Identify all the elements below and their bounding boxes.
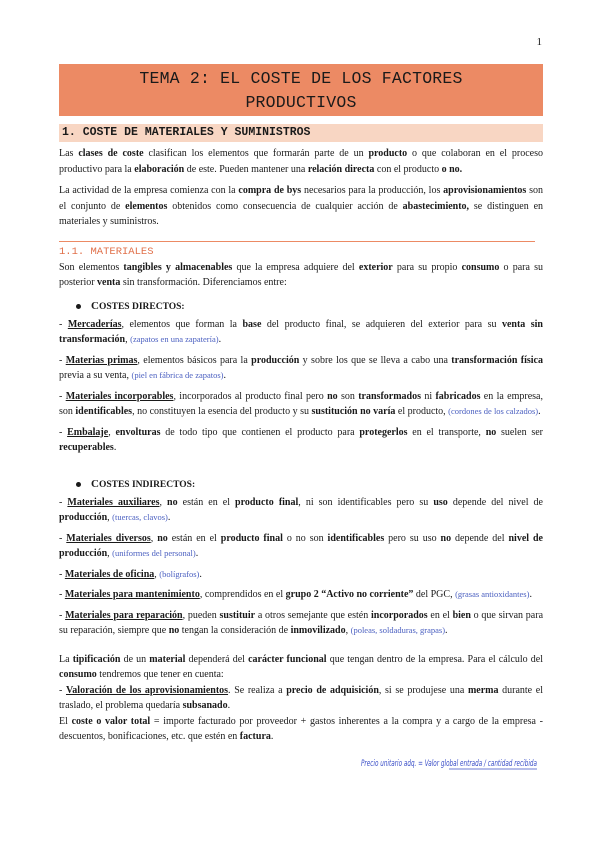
- text-run: .: [195, 548, 199, 559]
- text-run: , si se produjese una: [378, 684, 468, 696]
- document-body: [59, 146, 543, 745]
- paragraph: [59, 183, 543, 230]
- text-run: de todo tipo que contienen el producto para: [160, 426, 360, 438]
- text-run: tengan la consideración de: [179, 625, 291, 636]
- text-run: sustituir: [219, 609, 256, 621]
- text-run: , pueden: [182, 609, 220, 621]
- text-run: Las: [59, 148, 79, 159]
- text-run: incorporados: [370, 609, 428, 621]
- text-run: , elementos básicos para la: [137, 354, 252, 366]
- text-run: durante el traslado, el problema quedaría: [59, 684, 543, 711]
- text-run: o que sirvan para su reparación, siempre que: [59, 609, 544, 636]
- text-run: envolturas: [115, 426, 161, 438]
- list-item: [59, 531, 543, 562]
- text-run: elaboración: [134, 163, 185, 175]
- text-run: protegerlos: [359, 426, 408, 438]
- text-run: para su propio: [392, 261, 462, 273]
- text-run: factura: [239, 731, 271, 742]
- text-run: de este. Pueden mantener una: [184, 163, 308, 175]
- text-run: precio de adquisición: [286, 684, 379, 696]
- text-run: -: [59, 684, 66, 696]
- text-run: con el producto: [374, 163, 442, 175]
- text-run: ,: [125, 334, 131, 345]
- text-run: son: [337, 390, 359, 402]
- text-run: subsanado: [182, 700, 228, 711]
- text-run: La: [59, 653, 73, 665]
- text-run: o no son: [282, 532, 328, 544]
- text-run: del PGC,: [413, 589, 456, 600]
- text-run: elementos: [125, 200, 168, 212]
- list-item: [59, 425, 543, 456]
- text-run: carácter funcional: [248, 653, 327, 665]
- text-run: clases de coste: [78, 148, 144, 159]
- example-note: (zapatos en una zapatería): [130, 334, 219, 344]
- text-run: o para su posterior: [59, 261, 543, 288]
- text-run: ,: [154, 568, 160, 580]
- paragraph: [59, 652, 543, 683]
- text-run: previa a su venta,: [59, 370, 132, 381]
- list-item: [59, 495, 543, 526]
- text-run: exterior: [358, 261, 393, 273]
- text-run: producción: [59, 512, 108, 523]
- text-run: base: [242, 318, 262, 330]
- example-note: (cordones de los calzados): [448, 406, 539, 416]
- text-run: identificables: [327, 532, 385, 544]
- indirect-costs-list: [59, 495, 543, 639]
- text-run: Materiales para reparación: [65, 609, 183, 621]
- list-item: [59, 389, 543, 420]
- handwritten-note: [361, 752, 539, 778]
- text-run: -: [59, 609, 66, 621]
- text-run: .: [538, 406, 541, 417]
- text-run: Materias primas: [65, 354, 138, 366]
- text-run: ,: [159, 496, 168, 508]
- text-run: .: [218, 334, 222, 345]
- text-run: en la empresa, son: [59, 390, 543, 417]
- text-run: el producto,: [395, 406, 449, 417]
- paragraph: [59, 714, 543, 745]
- handwritten-note-text: Precio unitario adq. = Valor global entrada / cantidad recibida: [361, 759, 537, 769]
- text-run: a otros semejante que estén: [255, 609, 371, 621]
- text-run: Materiales de oficina: [64, 568, 155, 580]
- text-run: ,: [107, 548, 113, 559]
- text-run: son el conjunto de: [59, 185, 543, 212]
- text-run: Materiales para mantenimiento: [64, 589, 200, 600]
- text-run: , comprendidos en el: [199, 589, 286, 600]
- text-run: tendremos que tener en cuenta:: [96, 669, 224, 680]
- text-run: .: [199, 568, 202, 580]
- text-run: están en el: [177, 496, 236, 508]
- text-run: en el: [427, 609, 453, 621]
- text-run: en el transporte,: [407, 426, 486, 438]
- text-run: identificables: [75, 406, 133, 417]
- text-run: , no constituyen la esencia del producto y su: [132, 406, 312, 417]
- text-run: están en el: [167, 532, 221, 544]
- text-run: recuperables: [59, 442, 114, 453]
- text-run: ,: [345, 625, 351, 636]
- text-run: sustitución no varía: [311, 406, 396, 417]
- text-run: o que colaboran en el proceso productivo para la: [59, 148, 543, 175]
- text-run: no: [157, 532, 168, 544]
- text-run: consumo: [59, 669, 97, 680]
- text-run: fabricados: [435, 390, 481, 402]
- text-run: .: [227, 700, 231, 711]
- text-run: .: [167, 512, 171, 523]
- text-run: no: [168, 625, 180, 636]
- text-run: -: [59, 426, 68, 438]
- text-run: El: [59, 715, 72, 727]
- direct-costs-list: [59, 317, 543, 456]
- example-note: (piel en fábrica de zapatos): [131, 370, 224, 380]
- text-run: , elementos que forman la: [121, 318, 243, 330]
- text-run: transformados: [358, 390, 421, 402]
- text-run: Son elementos: [59, 261, 124, 273]
- example-note: (uniformes del personal): [112, 548, 196, 558]
- text-run: , incorporados al producto final pero: [173, 390, 328, 402]
- text-run: Embalaje: [67, 426, 109, 438]
- text-run: merma: [467, 684, 499, 696]
- example-note: (tuercas, clavos): [112, 512, 168, 522]
- text-run: y sobre los que se lleva a cabo una: [299, 354, 452, 366]
- paragraph: [59, 683, 543, 714]
- text-run: .: [223, 370, 227, 381]
- bullet-label: COSTES INDIRECTOS:: [91, 477, 196, 490]
- title-line-1: TEMA 2: EL COSTE DE LOS FACTORES: [139, 69, 463, 88]
- text-run: necesarios para la producción, los: [301, 185, 444, 196]
- text-run: o no.: [441, 163, 463, 175]
- text-run: -: [59, 589, 65, 600]
- bullet-heading: [59, 299, 543, 315]
- text-run: pero su uso: [384, 532, 441, 544]
- text-run: .: [445, 625, 448, 636]
- paragraph: [59, 146, 543, 177]
- section-heading: 1. COSTE DE MATERIALES Y SUMINISTROS: [59, 124, 543, 142]
- paragraph: [59, 260, 543, 291]
- page-title: [59, 64, 543, 116]
- text-run: transformación física: [451, 354, 543, 366]
- text-run: Valoración de los aprovisionamientos: [65, 684, 229, 696]
- text-run: -: [59, 390, 66, 402]
- text-run: Materiales auxiliares: [67, 496, 160, 508]
- text-run: no: [485, 426, 497, 438]
- text-run: de un: [120, 653, 150, 665]
- text-run: Materiales diversos: [66, 532, 151, 544]
- text-run: ,: [107, 512, 113, 523]
- text-run: no: [327, 390, 338, 402]
- text-run: = importe facturado por proveedor + gastos inherentes a la compra y a cargo de la empresa - descuentos, bonificaciones, etc. que estén en: [59, 715, 543, 742]
- text-run: ,: [150, 532, 158, 544]
- title-line-2: PRODUCTIVOS: [245, 93, 357, 112]
- bullet-heading: [59, 477, 543, 493]
- list-item: [59, 608, 543, 639]
- text-run: . Se realiza a: [228, 684, 287, 696]
- list-item: [59, 317, 543, 348]
- text-run: depende del: [451, 532, 509, 544]
- text-run: relación directa: [307, 163, 375, 175]
- text-run: que la empresa adquiere del: [232, 261, 359, 273]
- text-run: grupo 2 “Activo no corriente”: [285, 589, 414, 600]
- text-run: producción: [251, 354, 300, 366]
- text-run: compra de bys: [238, 185, 302, 196]
- bullet-dot-icon: [76, 482, 81, 487]
- text-run: aprovisionamientos: [443, 185, 527, 196]
- text-run: , ni son identificables pero su: [298, 496, 434, 508]
- text-run: -: [59, 532, 67, 544]
- text-run: venta: [97, 277, 121, 288]
- example-note: (poleas, soldaduras, grapas): [350, 625, 446, 635]
- text-run: sin transformación. Diferenciamos entre:: [120, 277, 287, 288]
- text-run: se distinguen en materiales y suministros.: [59, 200, 544, 227]
- text-run: coste o valor total: [71, 715, 151, 727]
- bullet-label: COSTES DIRECTOS:: [91, 299, 185, 312]
- text-run: no: [440, 532, 452, 544]
- text-run: obtenidos como consecuencia de cualquier acción de: [167, 200, 403, 212]
- list-item: [59, 587, 543, 603]
- text-run: del producto final, se adquieren del exterior para su: [261, 318, 502, 330]
- text-run: venta sin transformación: [59, 318, 543, 345]
- text-run: depende del nivel de: [447, 496, 543, 508]
- example-note: (bolígrafos): [159, 568, 200, 579]
- text-run: material: [149, 653, 186, 665]
- text-run: uso: [433, 496, 448, 508]
- subsection-divider: [59, 241, 535, 242]
- list-item: [59, 567, 543, 583]
- text-run: Materiales incorporables: [65, 390, 174, 402]
- text-run: consumo: [461, 261, 500, 273]
- text-run: dependerá del: [185, 653, 249, 665]
- bullet-dot-icon: [76, 304, 81, 309]
- text-run: clasifican los elementos que formarán parte de un: [143, 148, 369, 159]
- text-run: abastecimiento,: [402, 200, 470, 212]
- text-run: tipificación: [72, 653, 121, 665]
- list-item: [59, 353, 543, 384]
- text-run: bien: [452, 609, 471, 621]
- page-number: 1: [536, 36, 542, 48]
- text-run: producto final: [220, 532, 283, 544]
- text-run: -: [59, 318, 68, 330]
- text-run: ni: [421, 390, 436, 402]
- text-run: no: [167, 496, 178, 508]
- text-run: suelen ser: [496, 426, 543, 438]
- example-note: (grasas antioxidantes): [455, 589, 530, 599]
- text-run: .: [529, 589, 532, 600]
- text-run: -: [59, 568, 65, 580]
- subsection-heading: 1.1. MATERIALES: [59, 245, 154, 258]
- text-run: ,: [108, 426, 116, 438]
- text-run: .: [270, 731, 274, 742]
- text-run: producto final: [235, 496, 299, 508]
- text-run: tangibles y almacenables: [123, 261, 233, 273]
- text-run: La actividad de la empresa comienza con la: [59, 185, 239, 196]
- text-run: Mercaderías: [67, 318, 122, 330]
- text-run: que tengan dentro de la empresa. Para el cálculo del: [326, 653, 544, 665]
- text-run: nivel de producción: [59, 532, 543, 559]
- text-run: -: [59, 354, 66, 366]
- text-run: producto: [368, 148, 408, 159]
- text-run: inmovilizado: [290, 625, 346, 636]
- text-run: -: [59, 496, 68, 508]
- text-run: .: [113, 442, 117, 453]
